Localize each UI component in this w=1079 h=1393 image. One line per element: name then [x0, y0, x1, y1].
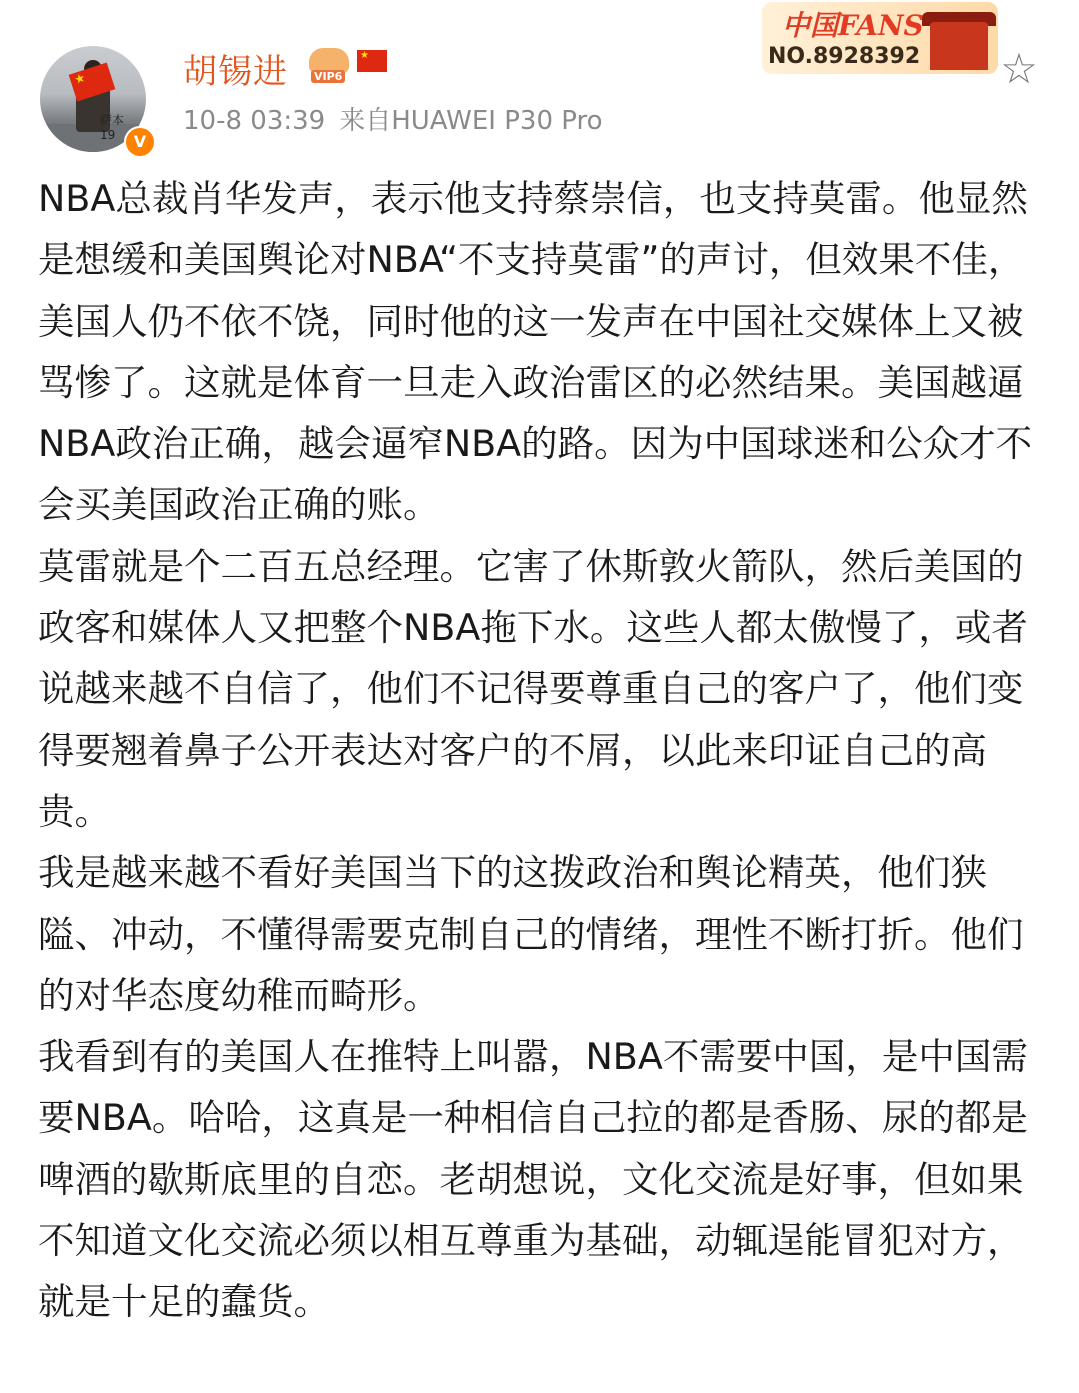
china-flag-icon: ★: [69, 63, 116, 102]
avatar-signature: 萨本 19: [99, 113, 124, 142]
vip-badge-icon[interactable]: [307, 46, 351, 84]
fans-badge-title: 中国FANS: [782, 9, 924, 42]
post-meta: [183, 100, 603, 137]
fans-badge-number: NO.8928392: [768, 44, 921, 69]
post-paragraph: 我是越来越不看好美国当下的这拨政治和舆论精英，他们狭隘、冲动，不懂得需要克制自己的情绪，理性不断打折。他们的对华态度幼稚而畸形。: [38, 851, 1024, 1017]
author-name[interactable]: 胡锡进: [183, 52, 288, 92]
post-content: [38, 168, 1048, 1333]
vip-badge-label: VIP6: [311, 70, 345, 83]
post-header: [0, 0, 1079, 150]
china-flag-icon: ★: [357, 50, 387, 72]
favorite-star-icon[interactable]: ☆: [1000, 44, 1038, 93]
tiananmen-gate-icon: [930, 22, 988, 70]
post-paragraph: 莫雷就是个二百五总经理。它害了休斯敦火箭队，然后美国的政客和媒体人又把整个NBA拖下水。这些人都太傲慢了，或者说越来越不自信了，他们不记得要尊重自己的客户了，他们变得要翘着鼻子公开表达对客户的不屑，以此来印证自己的高贵。: [38, 544, 1028, 833]
post-time: 10-8 03:39: [183, 106, 326, 136]
fans-badge[interactable]: [762, 0, 1002, 78]
post-paragraph: 我看到有的美国人在推特上叫嚣，NBA不需要中国，是中国需要NBA。哈哈，这真是一种相信自己拉的都是香肠、尿的都是啤酒的歇斯底里的自恋。老胡想说，文化交流是好事，但如果不知道文化交流必须以相互尊重为基础，动辄逞能冒犯对方，就是十足的蠢货。: [38, 1035, 1028, 1324]
avatar[interactable]: [36, 42, 154, 160]
verified-v-icon: V: [124, 126, 156, 158]
post-paragraph: NBA总裁肖华发声，表示他支持蔡崇信，也支持莫雷。他显然是想缓和美国舆论对NBA“不支持莫雷”的声讨，但效果不佳，美国人仍不依不饶，同时他的这一发声在中国社交媒体上又被骂惨了。这就是体育一旦走入政治雷区的必然结果。美国越逼NBA政治正确，越会逼窄NBA的路。因为中国球迷和公众才不会买美国政治正确的账。: [38, 177, 1033, 527]
post-source[interactable]: 来自HUAWEI P30 Pro: [339, 106, 603, 136]
